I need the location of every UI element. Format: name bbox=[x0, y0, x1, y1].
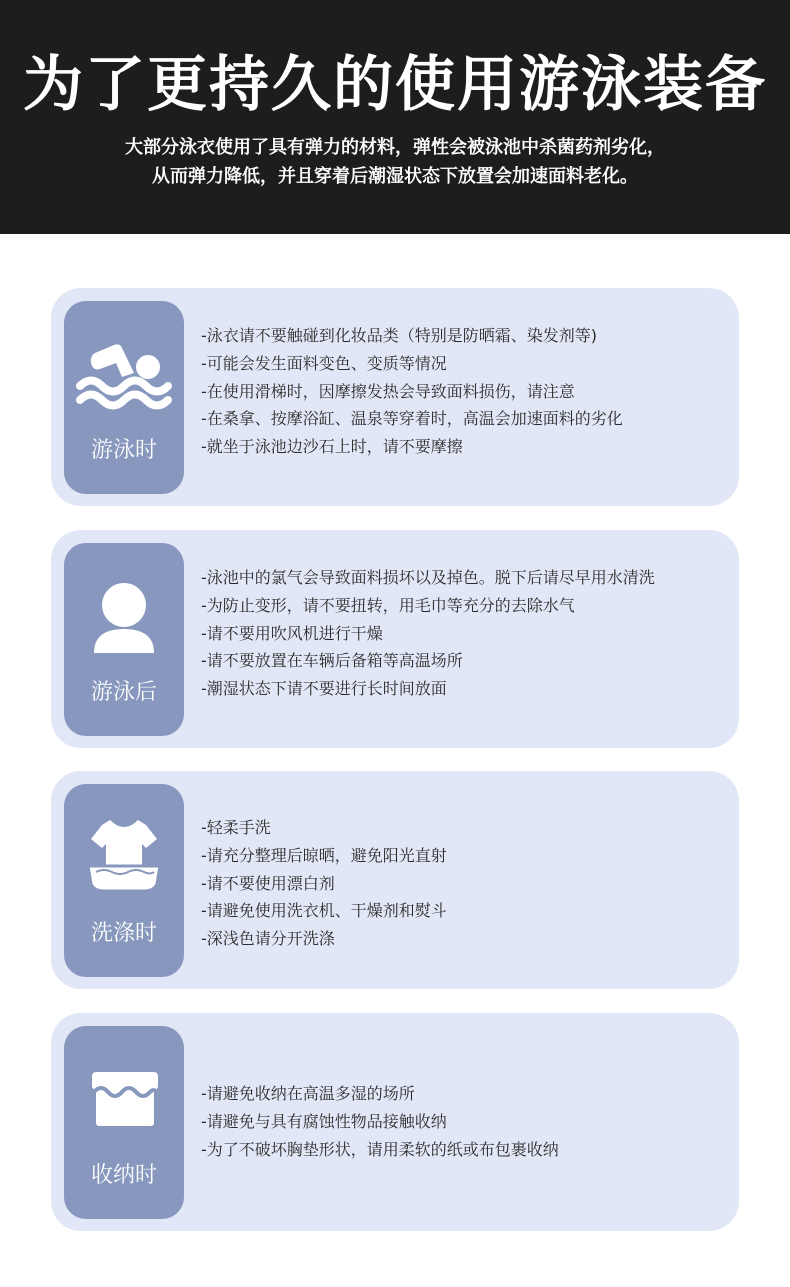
section-label: 收纳时 bbox=[90, 1163, 157, 1188]
hand-wash-icon bbox=[64, 784, 184, 914]
list-item: -请避免与具有腐蚀性物品接触收纳 bbox=[201, 1111, 447, 1131]
list-item: -请避免收纳在高温多湿的场所 bbox=[201, 1084, 415, 1103]
section-label: 游泳后 bbox=[90, 680, 157, 705]
list-item: -潮湿状态下请不要进行长时间放面 bbox=[201, 679, 447, 699]
list-item: -请不要用吹风机进行干燥 bbox=[201, 623, 383, 643]
storage-box-icon bbox=[64, 1026, 184, 1156]
list-item: -可能会发生面料变色、变质等情况 bbox=[201, 353, 447, 373]
subtitle-line-1: 大部分泳衣使用了具有弹力的材料，弹性会被泳池中杀菌药剂劣化， bbox=[125, 137, 665, 158]
list-item: -请充分整理后晾晒，避免阳光直射 bbox=[201, 845, 447, 865]
page-title: 为了更持久的使用游泳装备 bbox=[23, 50, 767, 120]
tips-list bbox=[201, 814, 731, 953]
card-storage bbox=[51, 1013, 739, 1231]
list-item: -轻柔手洗 bbox=[201, 818, 271, 837]
card-after-swimming bbox=[51, 530, 739, 748]
list-item: -就坐于泳池边沙石上时，请不要摩擦 bbox=[201, 437, 463, 457]
swimmer-icon bbox=[64, 301, 184, 431]
list-item: -请不要使用漂白剂 bbox=[201, 873, 335, 893]
list-item: -在桑拿、按摩浴缸、温泉等穿着时，高温会加速面料的劣化 bbox=[201, 409, 623, 429]
list-item: -泳池中的氯气会导致面料损坏以及掉色。脱下后请尽早用水清洗 bbox=[201, 568, 655, 587]
list-item: -请不要放置在车辆后备箱等高温场所 bbox=[201, 651, 463, 671]
section-badge-swimming bbox=[64, 301, 184, 494]
section-badge-storage bbox=[64, 1026, 184, 1219]
list-item: -请避免使用洗衣机、干燥剂和熨斗 bbox=[201, 901, 447, 921]
list-item: -为防止变形，请不要扭转，用毛巾等充分的去除水气 bbox=[201, 595, 575, 615]
list-item: -深浅色请分开洗涤 bbox=[201, 929, 335, 949]
section-label: 游泳时 bbox=[90, 438, 157, 463]
header-banner bbox=[0, 0, 790, 234]
card-swimming bbox=[51, 288, 739, 506]
list-item: -在使用滑梯时，因摩擦发热会导致面料损伤，请注意 bbox=[201, 381, 575, 401]
page-subtitle bbox=[0, 133, 790, 191]
person-icon bbox=[64, 543, 184, 673]
list-item: -泳衣请不要触碰到化妆品类（特别是防晒霜、染发剂等) bbox=[201, 326, 598, 345]
card-washing bbox=[51, 771, 739, 989]
section-badge-washing bbox=[64, 784, 184, 977]
tips-list bbox=[201, 1080, 731, 1163]
subtitle-line-2: 从而弹力降低，并且穿着后潮湿状态下放置会加速面料老化。 bbox=[152, 166, 638, 187]
tips-list bbox=[201, 564, 731, 703]
section-label: 洗涤时 bbox=[90, 921, 157, 946]
list-item: -为了不破坏胸垫形状，请用柔软的纸或布包裹收纳 bbox=[201, 1139, 559, 1159]
section-badge-after-swimming bbox=[64, 543, 184, 736]
tips-list bbox=[201, 322, 731, 461]
